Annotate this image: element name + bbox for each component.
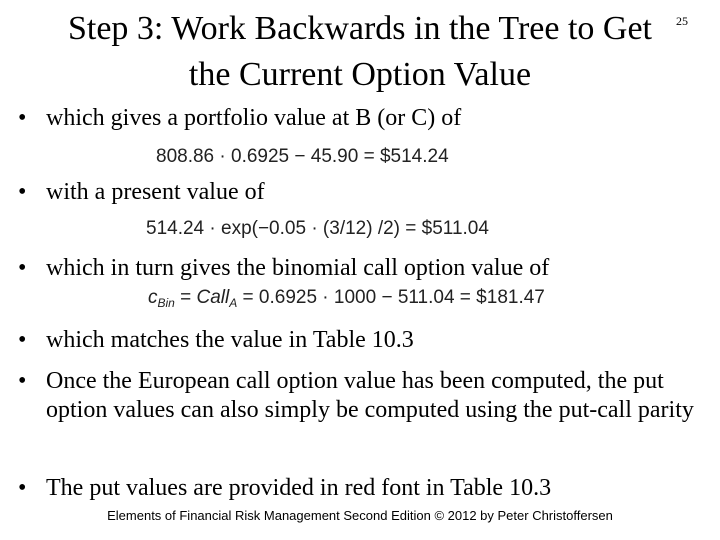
title-line-2: the Current Option Value [188, 56, 532, 93]
bullet-marker: • [18, 255, 27, 281]
slide-number: 25 [676, 14, 688, 28]
call-node-subscript: A [229, 296, 238, 310]
bullet-marker: • [18, 475, 27, 501]
bullet-marker: • [18, 179, 27, 205]
bullet-binomial-call [18, 254, 708, 283]
bullet-text: with a present value of [46, 179, 265, 205]
bullet-text: Once the European call option value has been computed, the put option values can also simply be computed using the put-call parity [46, 368, 694, 423]
call-node-symbol: Call [196, 287, 230, 308]
bullet-present-value [18, 178, 708, 207]
bullet-table-match [18, 326, 708, 355]
bullet-marker: • [18, 105, 27, 131]
call-value-subscript: Bin [157, 296, 175, 310]
equation-binomial-call [148, 287, 545, 310]
bullet-text: which matches the value in Table 10.3 [46, 327, 414, 353]
footer-citation: Elements of Financial Risk Management Second Edition © 2012 by Peter Christoffersen [107, 508, 613, 523]
call-value-symbol: c [148, 287, 158, 308]
bullet-put-call-parity [18, 367, 708, 425]
bullet-portfolio-value [18, 104, 708, 133]
bullet-put-values [18, 474, 708, 503]
equation-present-value: 514.24 · exp(−0.05 · (3/12) /2) = $511.04 [146, 218, 489, 239]
bullet-text: which gives a portfolio value at B (or C) of [46, 105, 462, 131]
equals-sign: = [174, 287, 197, 308]
slide-title [0, 6, 720, 98]
bullet-marker: • [18, 368, 27, 394]
title-line-1: Step 3: Work Backwards in the Tree to Get [67, 10, 652, 47]
equation-remainder: = 0.6925 · 1000 − 511.04 = $181.47 [237, 287, 545, 308]
equation-portfolio-value: 808.86 · 0.6925 − 45.90 = $514.24 [156, 146, 449, 167]
bullet-marker: • [18, 327, 27, 353]
bullet-text: The put values are provided in red font in Table 10.3 [46, 475, 552, 501]
bullet-text: which in turn gives the binomial call option value of [46, 255, 550, 281]
